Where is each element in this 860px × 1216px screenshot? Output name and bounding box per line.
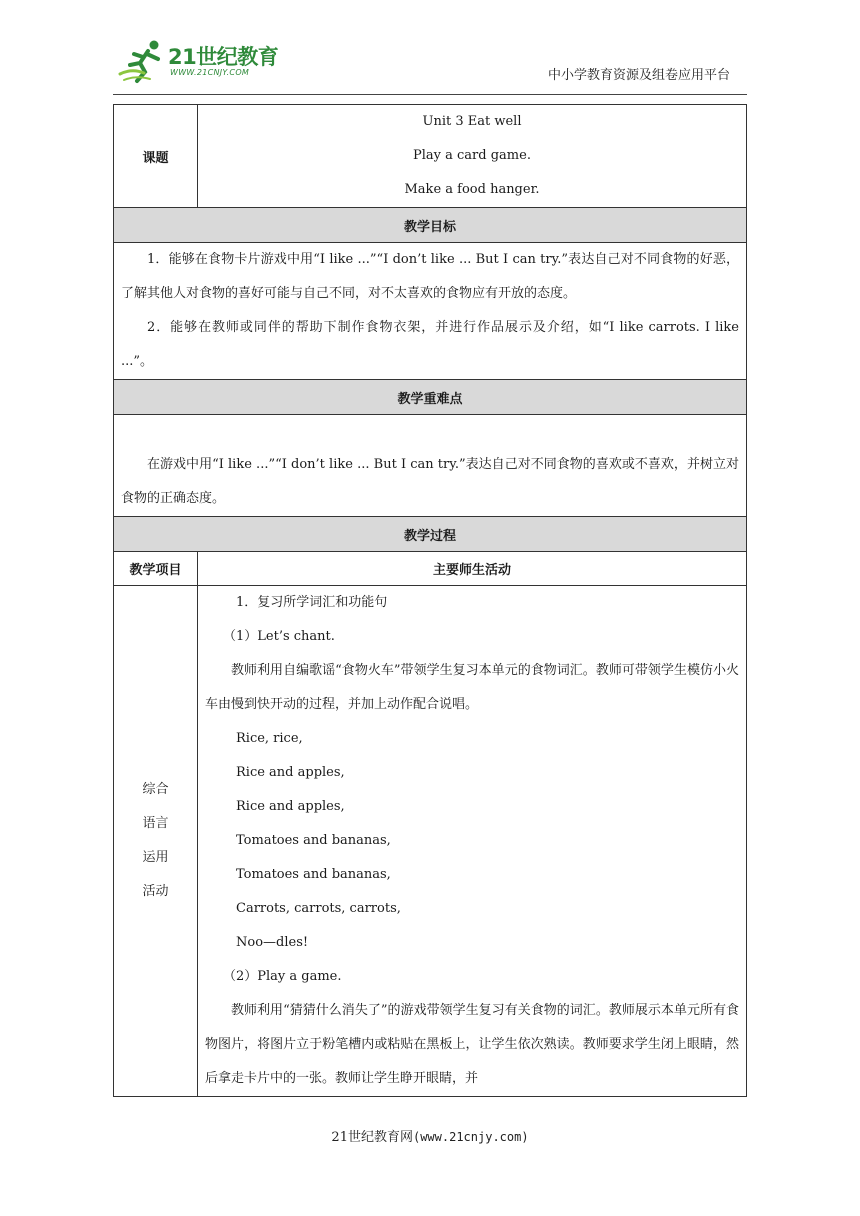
unit-title: Unit 3 Eat well	[422, 114, 522, 129]
activity-item-cell	[114, 586, 198, 1097]
objectives-row	[114, 243, 747, 380]
key-points-row	[114, 415, 747, 517]
game-description: 教师利用“猜猜什么消失了”的游戏带领学生复习有关食物的词汇。教师展示本单元所有食物图片，将图片立于粉笔槽内或粘贴在黑板上，让学生依次熟读。教师要求学生闭上眼睛，然后拿走卡片中的一张。教师让学生睁开眼睛，并	[205, 1003, 739, 1086]
logo-wordmark: 21世纪教育	[168, 45, 279, 69]
item-label-3: 运用	[142, 850, 169, 865]
process-title: 教学过程	[114, 517, 747, 552]
footer-site-name: 21世纪教育网	[331, 1130, 413, 1145]
step-1-heading: 1．复习所学词汇和功能句	[236, 595, 388, 610]
footer-site-url: (www.21cnjy.com)	[412, 1130, 529, 1144]
key-points-text: 在游戏中用“I like ...”“I don’t like ... But I can try.”表达自己对不同食物的喜欢或不喜欢，并树立对食物的正确态度。	[121, 457, 739, 506]
topic-row	[114, 105, 747, 208]
column-header-item: 教学项目	[114, 552, 198, 586]
platform-title: 中小学教育资源及组卷应用平台	[547, 68, 730, 83]
logo-url: WWW.21CNJY.COM	[170, 68, 250, 77]
chant-line: Tomatoes and bananas,	[236, 867, 391, 882]
chant-line: Rice and apples,	[236, 765, 345, 780]
item-label-4: 活动	[142, 884, 169, 899]
activity-content-cell	[198, 586, 747, 1097]
objectives-header-row	[114, 208, 747, 243]
chant-line: Rice and apples,	[236, 799, 345, 814]
lesson-plan-table	[113, 104, 747, 1097]
chant-line: Noo—dles!	[236, 935, 309, 950]
objectives-title: 教学目标	[114, 208, 747, 243]
lesson-part-2: Make a food hanger.	[404, 182, 540, 197]
objective-1: 1．能够在食物卡片游戏中用“I like ...”“I don’t like ... But I can try.”表达自己对不同食物的好恶，了解其他人对食物的喜好可能与自己不同，对不太喜欢的食物应有开放的态度。	[121, 252, 739, 301]
column-header-activity: 主要师生活动	[198, 552, 747, 586]
header-divider	[113, 94, 747, 95]
substep-game: （2）Play a game.	[223, 969, 342, 984]
running-figure-icon	[118, 38, 168, 84]
substep-chant: （1）Let’s chant.	[223, 629, 335, 644]
key-points-header-row	[114, 380, 747, 415]
item-label-1: 综合	[142, 782, 169, 797]
objective-2: 2．能够在教师或同伴的帮助下制作食物衣架，并进行作品展示及介绍，如“I like carrots. I like ...”。	[121, 320, 739, 369]
topic-label: 课题	[114, 105, 198, 208]
activity-row	[114, 586, 747, 1097]
chant-line: Tomatoes and bananas,	[236, 833, 391, 848]
item-label-2: 语言	[142, 816, 169, 831]
chant-description: 教师利用自编歌谣“食物火车”带领学生复习本单元的食物词汇。教师可带领学生模仿小火车由慢到快开动的过程，并加上动作配合说唱。	[205, 663, 739, 712]
lesson-part-1: Play a card game.	[413, 148, 531, 163]
chant-line: Rice, rice,	[236, 731, 303, 746]
process-columns-row	[114, 552, 747, 586]
objectives-content	[114, 243, 747, 380]
process-header-row	[114, 517, 747, 552]
page-footer	[0, 1126, 860, 1145]
topic-content	[198, 105, 747, 208]
key-points-content	[114, 415, 747, 517]
key-points-title: 教学重难点	[114, 380, 747, 415]
chant-line: Carrots, carrots, carrots,	[236, 901, 401, 916]
site-logo	[118, 38, 288, 88]
